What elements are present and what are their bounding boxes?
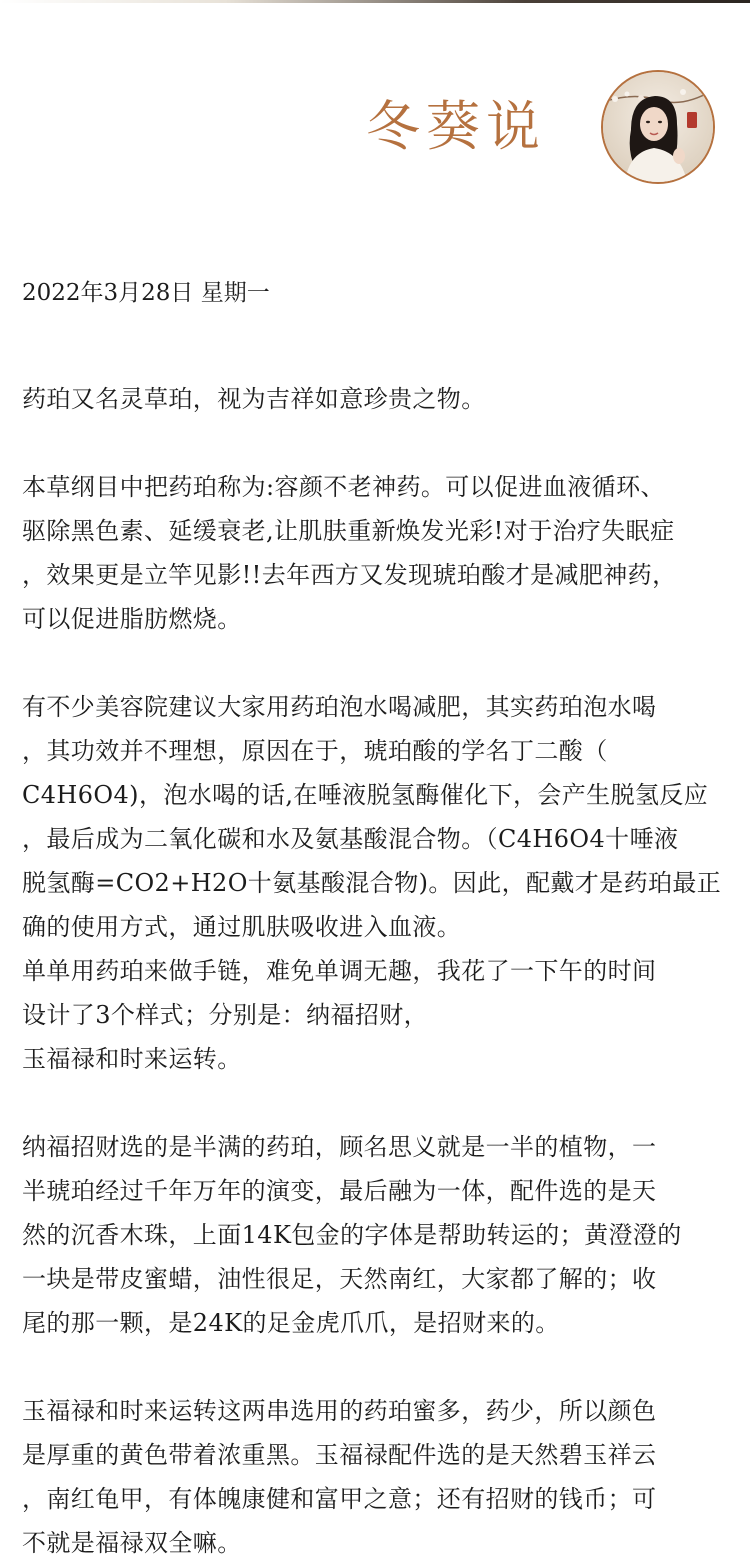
text-line: 药珀又名灵草珀，视为吉祥如意珍贵之物。: [22, 385, 486, 413]
text-line: 脱氢酶=CO2+H2O十氨基酸混合物)。因此，配戴才是药珀最正: [22, 869, 722, 897]
text-line: ，效果更是立竿见影!!去年西方又发现琥珀酸才是减肥神药，: [22, 561, 677, 589]
text-line: 不就是福禄双全嘛。: [22, 1529, 242, 1557]
article-header: [0, 0, 750, 230]
brand-title: 冬葵说: [366, 95, 546, 158]
text-line: 是厚重的黄色带着浓重黑。玉福禄配件选的是天然碧玉祥云: [22, 1441, 657, 1469]
author-avatar[interactable]: [601, 70, 715, 184]
text-line: 设计了3个样式；分别是：纳福招财，: [22, 1001, 429, 1029]
paragraph: [22, 465, 728, 641]
text-line: ，最后成为二氧化碳和水及氨基酸混合物。（C4H6O4十唾液: [22, 825, 679, 853]
text-line: 纳福招财选的是半满的药珀，顾名思义就是一半的植物，一: [22, 1133, 657, 1161]
text-line: 尾的那一颗，是24K的足金虎爪爪，是招财来的。: [22, 1309, 560, 1337]
text-line: ，南红龟甲，有体魄康健和富甲之意；还有招财的钱币；可: [22, 1485, 657, 1513]
text-line: 确的使用方式，通过肌肤吸收进入血液。: [22, 913, 462, 941]
text-line: 本草纲目中把药珀称为:容颜不老神药。可以促进血液循环、: [22, 473, 665, 501]
text-line: 然的沉香木珠，上面14K包金的字体是帮助转运的；黄澄澄的: [22, 1221, 682, 1249]
text-line: 半琥珀经过千年万年的演变，最后融为一体，配件选的是天: [22, 1177, 657, 1205]
paragraph: [22, 377, 728, 421]
paragraph: [22, 1125, 728, 1345]
avatar-portrait-icon: [603, 72, 713, 182]
text-line: 玉福禄和时来运转。: [22, 1045, 242, 1073]
paragraph: [22, 685, 728, 1081]
paragraph: [22, 1389, 728, 1565]
article-date: 2022年3月28日 星期一: [22, 280, 270, 306]
text-line: ，其功效并不理想，原因在于，琥珀酸的学名丁二酸（: [22, 737, 608, 765]
text-line: 有不少美容院建议大家用药珀泡水喝减肥，其实药珀泡水喝: [22, 693, 657, 721]
text-line: 单单用药珀来做手链，难免单调无趣，我花了一下午的时间: [22, 957, 657, 985]
text-line: 一块是带皮蜜蜡，油性很足，天然南红，大家都了解的；收: [22, 1265, 657, 1293]
text-line: 可以促进脂肪燃烧。: [22, 605, 242, 633]
text-line: 玉福禄和时来运转这两串选用的药珀蜜多，药少，所以颜色: [22, 1397, 657, 1425]
text-line: C4H6O4)，泡水喝的话,在唾液脱氢酶催化下，会产生脱氢反应: [22, 781, 709, 809]
article-body: [22, 273, 728, 1565]
text-line: 驱除黑色素、延缓衰老,让肌肤重新焕发光彩!对于治疗失眠症: [22, 517, 675, 545]
